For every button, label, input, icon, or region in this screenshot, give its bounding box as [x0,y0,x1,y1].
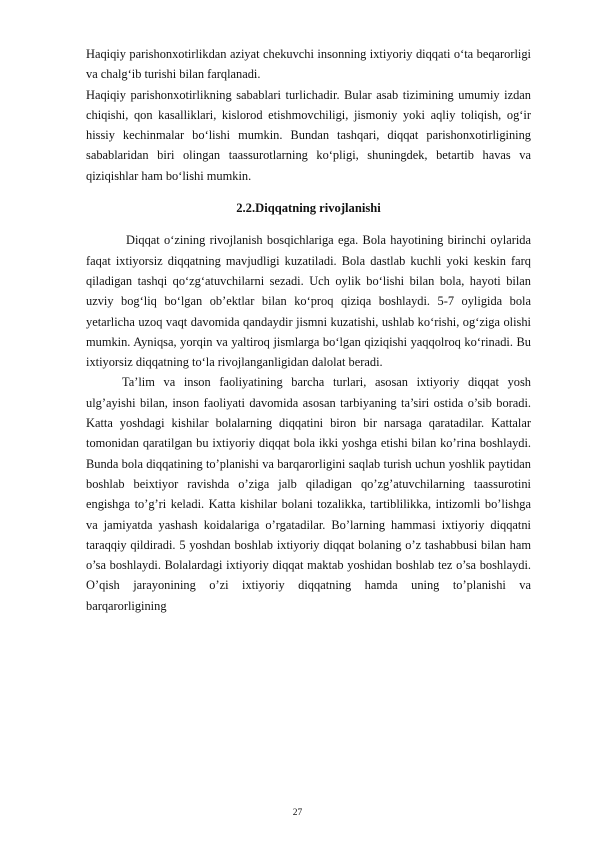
paragraph-body-1: Diqqat o‘zining rivojlanish bosqichlariga ega. Bola hayotining birinchi oylarida faqat ixtiyorsiz diqqatning mavjudligi kuzatiladi. Bola dastlab kuchli yoki keskin farq qiladigan tashqi qo‘zg‘atuvchilarni sezadi. Uch oylik bo‘lishi bilan bola, hayoti bilan uzviy bog‘liq bo‘lgan ob’ektlar bilan ko‘proq qiziqa boshlaydi. 5-7 oyligida bola yetarlicha uzoq vaqt davomida qandaydir jismni kuzatishi, ushlab ko‘rishi, og‘ziga olishi mumkin. Ayniqsa, yorqin va yaltiroq jismlarga bo‘lgan qiziqishi yaqqolroq ko‘rinadi. Bu ixtiyorsiz diqqatning to‘la rivojlanganligidan dalolat beradi. [86,233,531,370]
document-page [86,44,531,616]
paragraph-intro-2: Haqiqiy parishonxotirlikning sabablari turlichadir. Bular asab tizimining umumiy izdan chiqishi, qon kasalliklari, kislorod etishmovchiligi, jismoniy yoki aqliy toliqish, og‘ir hissiy kechinmalar bo‘lishi mumkin. Bundan tashqari, diqqat parishonxotirligining sabablaridan biri olingan taassurotlarning ko‘pligi, shuningdek, betartib havas va qiziqishlar ham bo‘lishi mumkin. [86,87,531,183]
section-heading: 2.2.Diqqatning rivojlanishi [236,201,381,216]
paragraph-intro-1: Haqiqiy parishonxotirlikdan aziyat chekuvchi insonning ixtiyoriy diqqati o‘ta beqarorligi va chalg‘ib turishi bilan farqlanadi. [86,47,531,82]
paragraph-body-2: Ta’lim va inson faoliyatining barcha turlari, asosan ixtiyoriy diqqat yosh ulg’ayishi bilan, inson faoliyati davomida asosan tarbiyaning ta’siri ostida o’sib boradi. Katta yoshdagi kishilar bolalarning diqqatini biron bir narsaga qaratadilar. Kattalar tomonidan qaratilgan bu ixtiyoriy diqqat bola ikki yoshga etishi bilan ko’rina boshlaydi. Bunda bola diqqatining to’planishi va barqarorligini saqlab turish uchun yoshlik paytidan boshlab beixtiyor ravishda o’ziga jalb qiladigan qo’zg’atuvchilarning taassurotini engishga to’g’ri keladi. Katta kishilar bolani tozalikka, tartiblilikka, intizomli bo’lishga va jamiyatda yashash koidalariga o’rgatadilar. Bo’larning hammasi ixtiyoriy diqqatni taraqqiy qildiradi. 5 yoshdan boshlab ixtiyoriy diqqat bolaning o’z tashabbusi bilan ham o’sa boshlaydi. Bolalardagi ixtiyoriy diqqat maktab yoshidan boshlab tez o’sa boshlaydi. O’qish jarayonining o’zi ixtiyoriy diqqatning hamda uning to’planishi va barqarorligining [86,375,531,613]
page-number: 27 [292,808,303,818]
